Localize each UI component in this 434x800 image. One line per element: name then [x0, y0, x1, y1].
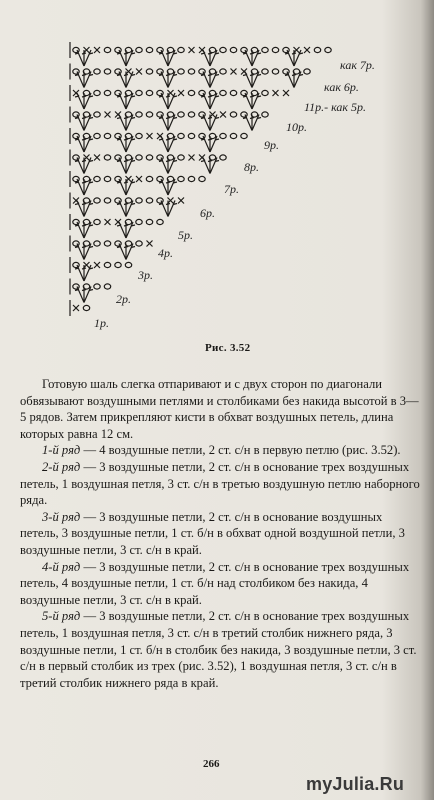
double-crochet-mark	[161, 201, 168, 217]
chain-loop-mark	[178, 112, 184, 117]
row-5-paragraph	[20, 608, 422, 691]
double-crochet-bar	[82, 182, 86, 183]
row-4-text: — 3 воздушные петли, 2 ст. с/н в основание трех воздушных петель, 4 воздушные петли, 1 ст. б/н над столбиком без накида, 4 воздушные петли, 3 ст. с/н в край.	[20, 559, 410, 607]
chain-loop-mark	[94, 69, 100, 74]
chain-loop-mark	[83, 305, 89, 310]
chain-loop-mark	[104, 241, 110, 246]
chain-loop-mark	[94, 176, 100, 181]
double-crochet-mark	[119, 136, 126, 152]
double-crochet-mark	[287, 50, 294, 66]
double-crochet-bar	[82, 247, 86, 248]
double-crochet-bar	[82, 268, 86, 269]
double-crochet-bar	[166, 53, 170, 54]
chain-loop-mark	[178, 47, 184, 52]
double-crochet-bar	[124, 118, 128, 119]
chain-loop-mark	[146, 47, 152, 52]
chain-loop-mark	[146, 219, 152, 224]
double-crochet-bar	[208, 161, 212, 162]
chain-loop-mark	[220, 133, 226, 138]
double-crochet-bar	[82, 161, 86, 162]
chain-loop-mark	[104, 198, 110, 203]
watermark-logo: myJulia.Ru	[306, 774, 405, 794]
double-crochet-bar	[166, 204, 170, 205]
double-crochet-bar	[124, 204, 128, 205]
double-crochet-mark	[77, 136, 84, 152]
double-crochet-mark	[210, 115, 217, 131]
double-crochet-mark	[161, 179, 168, 195]
double-crochet-mark	[203, 136, 210, 152]
chain-loop-mark	[94, 112, 100, 117]
double-crochet-bar	[124, 53, 128, 54]
chain-loop-mark	[104, 69, 110, 74]
chart-symbols	[70, 42, 331, 316]
double-crochet-mark	[161, 72, 168, 88]
double-crochet-mark	[168, 93, 175, 109]
chain-loop-mark	[146, 155, 152, 160]
double-crochet-bar	[82, 96, 86, 97]
double-crochet-bar	[250, 53, 254, 54]
chain-loop-mark	[272, 69, 278, 74]
row-label-7: как 7р.	[340, 58, 375, 72]
chain-loop-mark	[220, 90, 226, 95]
chain-loop-mark	[157, 219, 163, 224]
chain-loop-mark	[188, 133, 194, 138]
double-crochet-mark	[77, 222, 84, 238]
chain-loop-mark	[230, 90, 236, 95]
chain-loop-mark	[220, 47, 226, 52]
chain-loop-mark	[230, 47, 236, 52]
row-3-name: 3-й ряд	[42, 509, 81, 524]
chain-loop-mark	[262, 90, 268, 95]
double-crochet-bar	[124, 96, 128, 97]
chain-loop-mark	[146, 69, 152, 74]
double-crochet-mark	[77, 158, 84, 174]
row-label-4: 4р.	[158, 246, 173, 260]
double-crochet-bar	[124, 225, 128, 226]
double-crochet-bar	[166, 118, 170, 119]
double-crochet-mark	[84, 158, 91, 174]
double-crochet-mark	[126, 72, 133, 88]
double-crochet-bar	[250, 75, 254, 76]
double-crochet-bar	[124, 182, 128, 183]
row-2-name: 2-й ряд	[42, 459, 81, 474]
row-label-8: 8р.	[244, 160, 259, 174]
double-crochet-bar	[82, 53, 86, 54]
double-crochet-bar	[124, 75, 128, 76]
double-crochet-bar	[292, 53, 296, 54]
double-crochet-bar	[208, 96, 212, 97]
row-2-text: — 3 воздушные петли, 2 ст. с/н в основание трех воздушных петель, 1 воздушная петля, 3 ст. с/н в третью воздушную петлю наборного ряда.	[20, 459, 420, 508]
double-crochet-bar	[208, 118, 212, 119]
double-crochet-mark	[84, 50, 91, 66]
chain-loop-mark	[136, 219, 142, 224]
double-crochet-mark	[77, 93, 84, 109]
double-crochet-mark	[119, 244, 126, 260]
row-4-name: 4-й ряд	[42, 559, 81, 574]
chain-loop-mark	[136, 112, 142, 117]
chain-loop-mark	[136, 155, 142, 160]
row-label-2: 2р.	[116, 292, 131, 306]
chain-loop-mark	[178, 176, 184, 181]
row-5-text: — 3 воздушные петли, 2 ст. с/н в основание трех воздушных петель, 1 воздушная петля, 3 ст. с/н в третий столбик нижнего ряда, 3 воздушные петли, 1 ст. б/н в столбик без накида, 3 воздушные петли, 3 ст. с/н в первый столбик из трех (рис. 3.52), 1 воздушная петля, 3 ст. с/н в третий столбик нижнего ряда в край.	[20, 609, 417, 690]
double-crochet-mark	[119, 50, 126, 66]
double-crochet-bar	[166, 96, 170, 97]
figure-caption: Рис. 3.52	[205, 342, 251, 354]
row-label-6b: 6р.	[200, 206, 215, 220]
double-crochet-mark	[119, 179, 126, 195]
row-5-name: 5-й ряд	[42, 609, 81, 624]
double-crochet-mark	[119, 115, 126, 131]
chain-loop-mark	[146, 90, 152, 95]
body-text	[20, 376, 422, 691]
double-crochet-mark	[203, 115, 210, 131]
chain-loop-mark	[314, 47, 320, 52]
double-crochet-mark	[203, 158, 210, 174]
row-1-paragraph	[20, 442, 422, 459]
chain-loop-mark	[104, 155, 110, 160]
double-crochet-mark	[245, 50, 252, 66]
row-3-paragraph	[20, 509, 422, 559]
row-label-1: 1р.	[94, 316, 109, 330]
chain-loop-mark	[136, 90, 142, 95]
chain-loop-mark	[262, 112, 268, 117]
row-label-7b: 7р.	[224, 182, 239, 196]
double-crochet-mark	[294, 50, 301, 66]
double-crochet-mark	[77, 50, 84, 66]
double-crochet-mark	[119, 93, 126, 109]
double-crochet-bar	[250, 118, 254, 119]
chain-loop-mark	[325, 47, 331, 52]
chain-loop-mark	[220, 69, 226, 74]
double-crochet-mark	[161, 50, 168, 66]
double-crochet-bar	[166, 75, 170, 76]
row-label-6: как 6р.	[324, 80, 359, 94]
chain-loop-mark	[188, 112, 194, 117]
chain-loop-mark	[104, 176, 110, 181]
row-label-10: 10р.	[286, 120, 307, 134]
chain-loop-mark	[262, 47, 268, 52]
chain-loop-mark	[199, 176, 205, 181]
chain-loop-mark	[136, 198, 142, 203]
chain-loop-mark	[241, 133, 247, 138]
double-crochet-bar	[124, 139, 128, 140]
chain-loop-mark	[188, 176, 194, 181]
chain-loop-mark	[262, 69, 268, 74]
double-crochet-mark	[245, 93, 252, 109]
double-crochet-mark	[77, 115, 84, 131]
double-crochet-mark	[77, 201, 84, 217]
double-crochet-bar	[208, 53, 212, 54]
double-crochet-bar	[82, 139, 86, 140]
chain-loop-mark	[230, 112, 236, 117]
chain-loop-mark	[94, 133, 100, 138]
chain-loop-mark	[125, 262, 131, 267]
double-crochet-bar	[208, 75, 212, 76]
chain-loop-mark	[115, 262, 121, 267]
chain-loop-mark	[94, 219, 100, 224]
double-crochet-mark	[77, 72, 84, 88]
double-crochet-bar	[250, 96, 254, 97]
chain-loop-mark	[136, 241, 142, 246]
double-crochet-bar	[166, 161, 170, 162]
intro-paragraph: Готовую шаль слегка отпаривают и с двух сторон по диагонали обвязывают воздушными петлями и столбиками без накида высотой в 3—5 рядов. Затем прикрепляют кисти в обхват воздушных петель, длина которых равна 12 см.	[20, 377, 419, 441]
chain-loop-mark	[178, 133, 184, 138]
double-crochet-mark	[168, 201, 175, 217]
chain-loop-mark	[178, 69, 184, 74]
double-crochet-bar	[82, 225, 86, 226]
chain-loop-mark	[188, 69, 194, 74]
chain-loop-mark	[94, 284, 100, 289]
double-crochet-bar	[124, 161, 128, 162]
double-crochet-mark	[84, 265, 91, 281]
double-crochet-bar	[82, 75, 86, 76]
chain-loop-mark	[104, 262, 110, 267]
chain-loop-mark	[178, 155, 184, 160]
double-crochet-bar	[208, 139, 212, 140]
row-1-name: 1-й ряд	[42, 443, 81, 458]
double-crochet-bar	[82, 118, 86, 119]
chain-loop-mark	[104, 133, 110, 138]
double-crochet-mark	[203, 72, 210, 88]
row-label-9: 9р.	[264, 138, 279, 152]
row-1-text: — 4 воздушные петли, 2 ст. с/н в первую петлю (рис. 3.52).	[80, 443, 401, 458]
double-crochet-mark	[161, 115, 168, 131]
double-crochet-mark	[287, 72, 294, 88]
chain-loop-mark	[304, 69, 310, 74]
row-4-paragraph	[20, 559, 422, 609]
chain-loop-mark	[146, 198, 152, 203]
double-crochet-mark	[119, 201, 126, 217]
chain-loop-mark	[146, 112, 152, 117]
double-crochet-mark	[203, 93, 210, 109]
double-crochet-mark	[245, 115, 252, 131]
chain-loop-mark	[220, 155, 226, 160]
chain-loop-mark	[94, 198, 100, 203]
chain-loop-mark	[188, 90, 194, 95]
double-crochet-bar	[124, 247, 128, 248]
chain-loop-mark	[272, 47, 278, 52]
double-crochet-bar	[166, 139, 170, 140]
row-label-3: 3р.	[138, 268, 153, 282]
chain-loop-mark	[104, 47, 110, 52]
double-crochet-mark	[119, 158, 126, 174]
double-crochet-mark	[161, 136, 168, 152]
chain-loop-mark	[136, 47, 142, 52]
double-crochet-mark	[77, 265, 84, 281]
double-crochet-mark	[245, 72, 252, 88]
double-crochet-bar	[82, 204, 86, 205]
row-label-5: 5р.	[178, 228, 193, 242]
double-crochet-mark	[77, 287, 84, 303]
double-crochet-bar	[292, 75, 296, 76]
chain-loop-mark	[94, 90, 100, 95]
double-crochet-bar	[82, 290, 86, 291]
row-3-text: — 3 воздушные петли, 2 ст. с/н в основание воздушных петель, 3 воздушные петли, 1 ст. б/н в обхват одной воздушной петли, 3 воздушные петли, 3 ст. с/н в край.	[20, 509, 405, 557]
double-crochet-mark	[77, 244, 84, 260]
double-crochet-mark	[77, 179, 84, 195]
double-crochet-mark	[203, 50, 210, 66]
double-crochet-mark	[161, 158, 168, 174]
row-label-11: 11р.- как 5р.	[304, 100, 367, 114]
chain-loop-mark	[104, 90, 110, 95]
double-crochet-bar	[166, 182, 170, 183]
row-2-paragraph	[20, 459, 422, 509]
chain-loop-mark	[94, 241, 100, 246]
double-crochet-mark	[119, 222, 126, 238]
chain-loop-mark	[146, 176, 152, 181]
chain-loop-mark	[136, 133, 142, 138]
double-crochet-mark	[119, 72, 126, 88]
chain-loop-mark	[230, 133, 236, 138]
double-crochet-mark	[161, 93, 168, 109]
double-crochet-mark	[126, 179, 133, 195]
page-number: 266	[203, 758, 220, 770]
chain-loop-mark	[104, 284, 110, 289]
